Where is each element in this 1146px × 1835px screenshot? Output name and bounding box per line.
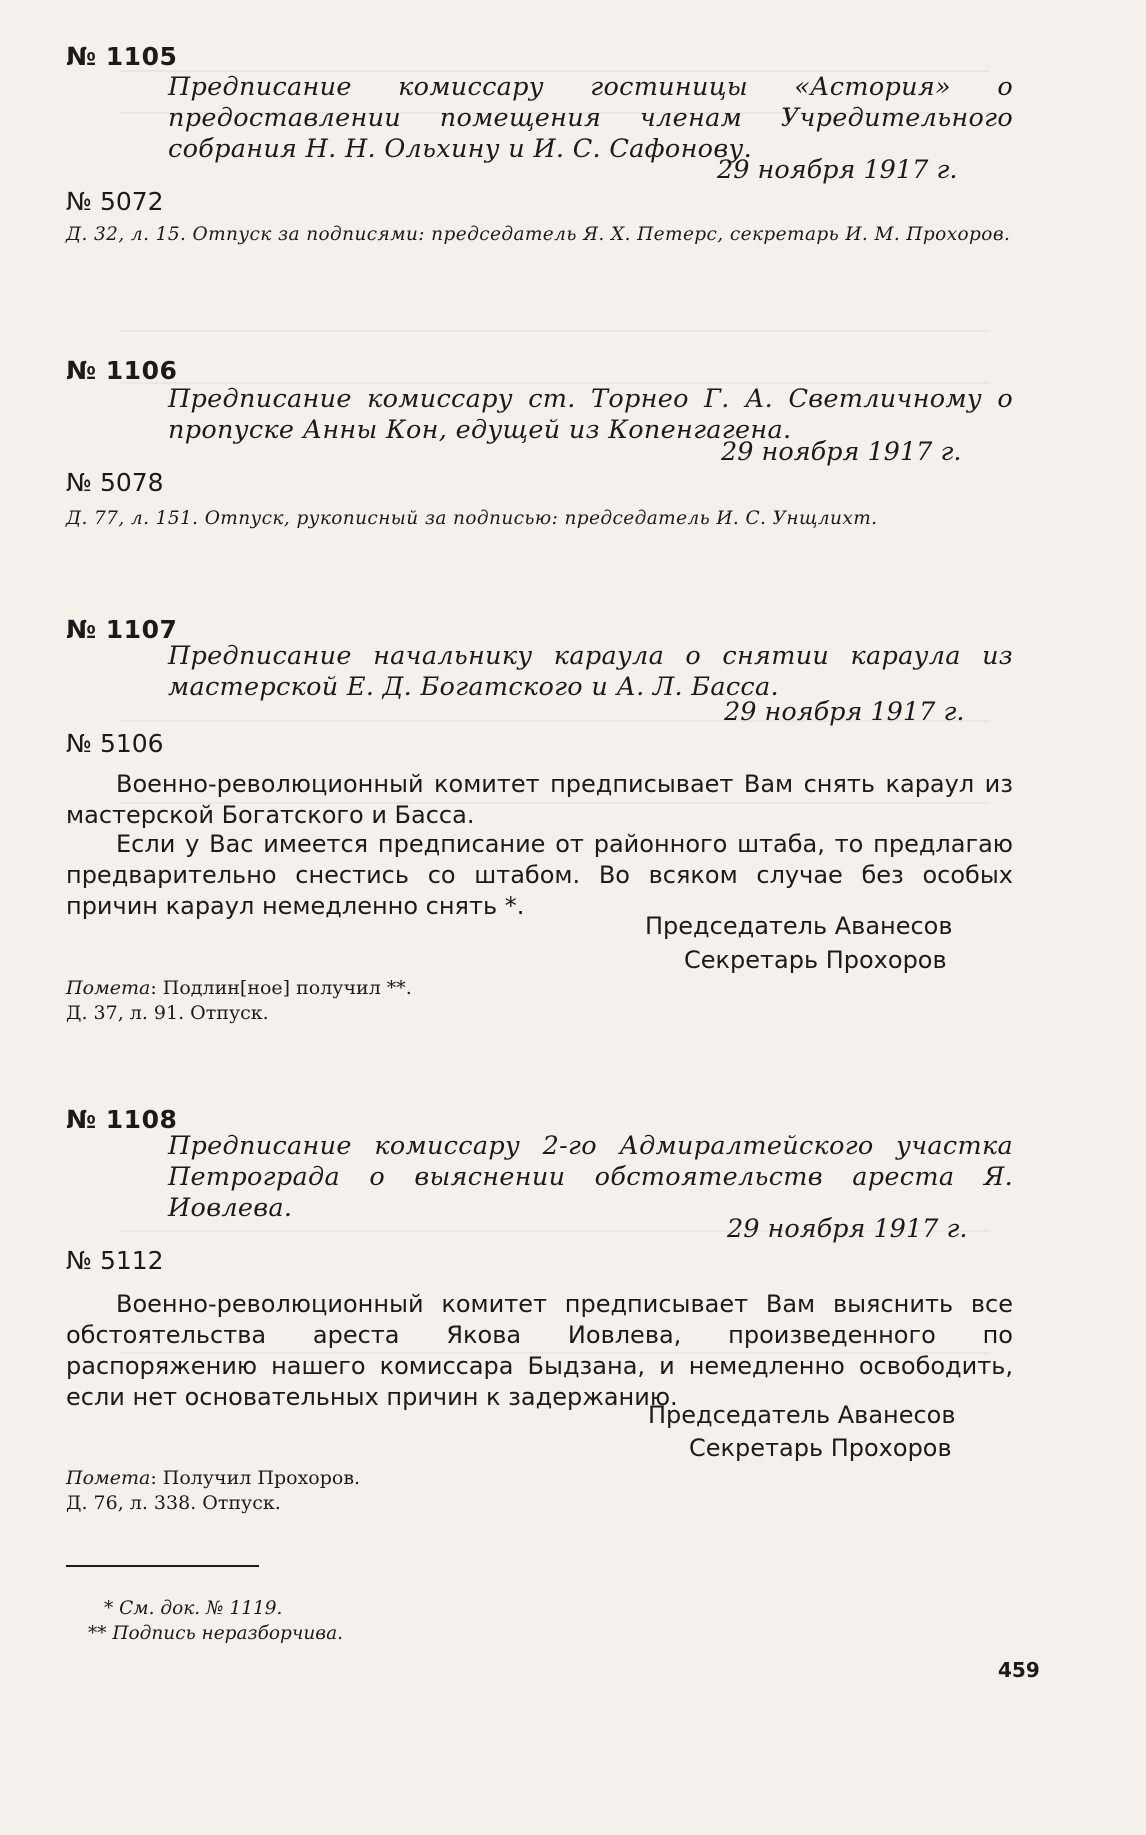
document-date-1105: 29 ноября 1917 г. [717, 155, 958, 185]
source-note-1107: Д. 37, л. 91. Отпуск. [66, 1002, 269, 1024]
signature-chairman-1108: Председатель Аванесов [648, 1401, 956, 1429]
mark-label: Помета [66, 977, 151, 999]
document-date-1107: 29 ноября 1917 г. [724, 697, 965, 727]
signature-chairman-1107: Председатель Аванесов [645, 912, 953, 940]
source-note-1106: Д. 77, л. 151. Отпуск, рукописный за подписью: председатель И. С. Унщлихт. [66, 508, 878, 529]
body-paragraph-1108-1: Военно-революционный комитет предписывает Вам выяснить все обстоятельства ареста Якова Иовлева, произведенного по распоряжению нашего комиссара Быдзана, и немедленно освободить, если нет основательных причин к задержанию. [66, 1290, 1013, 1411]
body-paragraph-1107-2: Если у Вас имеется предписание от районного штаба, то предлагаю предварительно снестись со штабом. Во всяком случае без особых причин караул немедленно снять *. [66, 830, 1013, 920]
document-number-1108: № 1108 [66, 1105, 178, 1134]
source-note-1105: Д. 32, л. 15. Отпуск за подписями: председатель Я. Х. Петерс, секретарь И. М. Прохоров. [66, 224, 1011, 245]
body-paragraph-1107-1: Военно-революционный комитет предписывает Вам снять караул из мастерской Богатского и Басса. [66, 770, 1013, 829]
footnote-2: ** Подпись неразборчива. [88, 1623, 343, 1644]
document-number-1106: № 1106 [66, 356, 178, 385]
register-number-5078: № 5078 [66, 468, 164, 497]
document-title-1107: Предписание начальнику караула о снятии караула из мастерской Е. Д. Богатского и А. Л. Басса. [168, 641, 1013, 702]
mark-note-1107 [66, 976, 412, 1001]
signature-secretary-1107: Секретарь Прохоров [684, 946, 947, 974]
document-date-1106: 29 ноября 1917 г. [721, 437, 962, 467]
mark-label: Помета [66, 1467, 151, 1489]
footnote-1: * См. док. № 1119. [104, 1598, 283, 1619]
mark-text: : Получил Прохоров. [150, 1467, 361, 1489]
document-date-1108: 29 ноября 1917 г. [727, 1214, 968, 1244]
mark-note-1108 [66, 1466, 360, 1491]
document-title-1108: Предписание комиссару 2-го Адмиралтейского участка Петрограда о выяснении обстоятельств ареста Я. Иовлева. [168, 1131, 1013, 1223]
page-number: 459 [998, 1658, 1040, 1682]
document-title-1106: Предписание комиссару ст. Торнео Г. А. Светличному о пропуске Анны Кон, едущей из Копенгагена. [168, 384, 1013, 445]
mark-text: : Подлин[ное] получил **. [150, 977, 412, 999]
footnote-divider [66, 1565, 259, 1567]
document-number-1105: № 1105 [66, 42, 178, 71]
register-number-5112: № 5112 [66, 1246, 164, 1275]
document-title-1105: Предписание комиссару гостиницы «Астория» о предоставлении помещения членам Учредительного собрания Н. Н. Ольхину и И. С. Сафонову. [168, 72, 1013, 164]
document-number-1107: № 1107 [66, 615, 178, 644]
signature-secretary-1108: Секретарь Прохоров [689, 1434, 952, 1462]
register-number-5072: № 5072 [66, 187, 164, 216]
source-note-1108: Д. 76, л. 338. Отпуск. [66, 1492, 281, 1514]
register-number-5106: № 5106 [66, 729, 164, 758]
